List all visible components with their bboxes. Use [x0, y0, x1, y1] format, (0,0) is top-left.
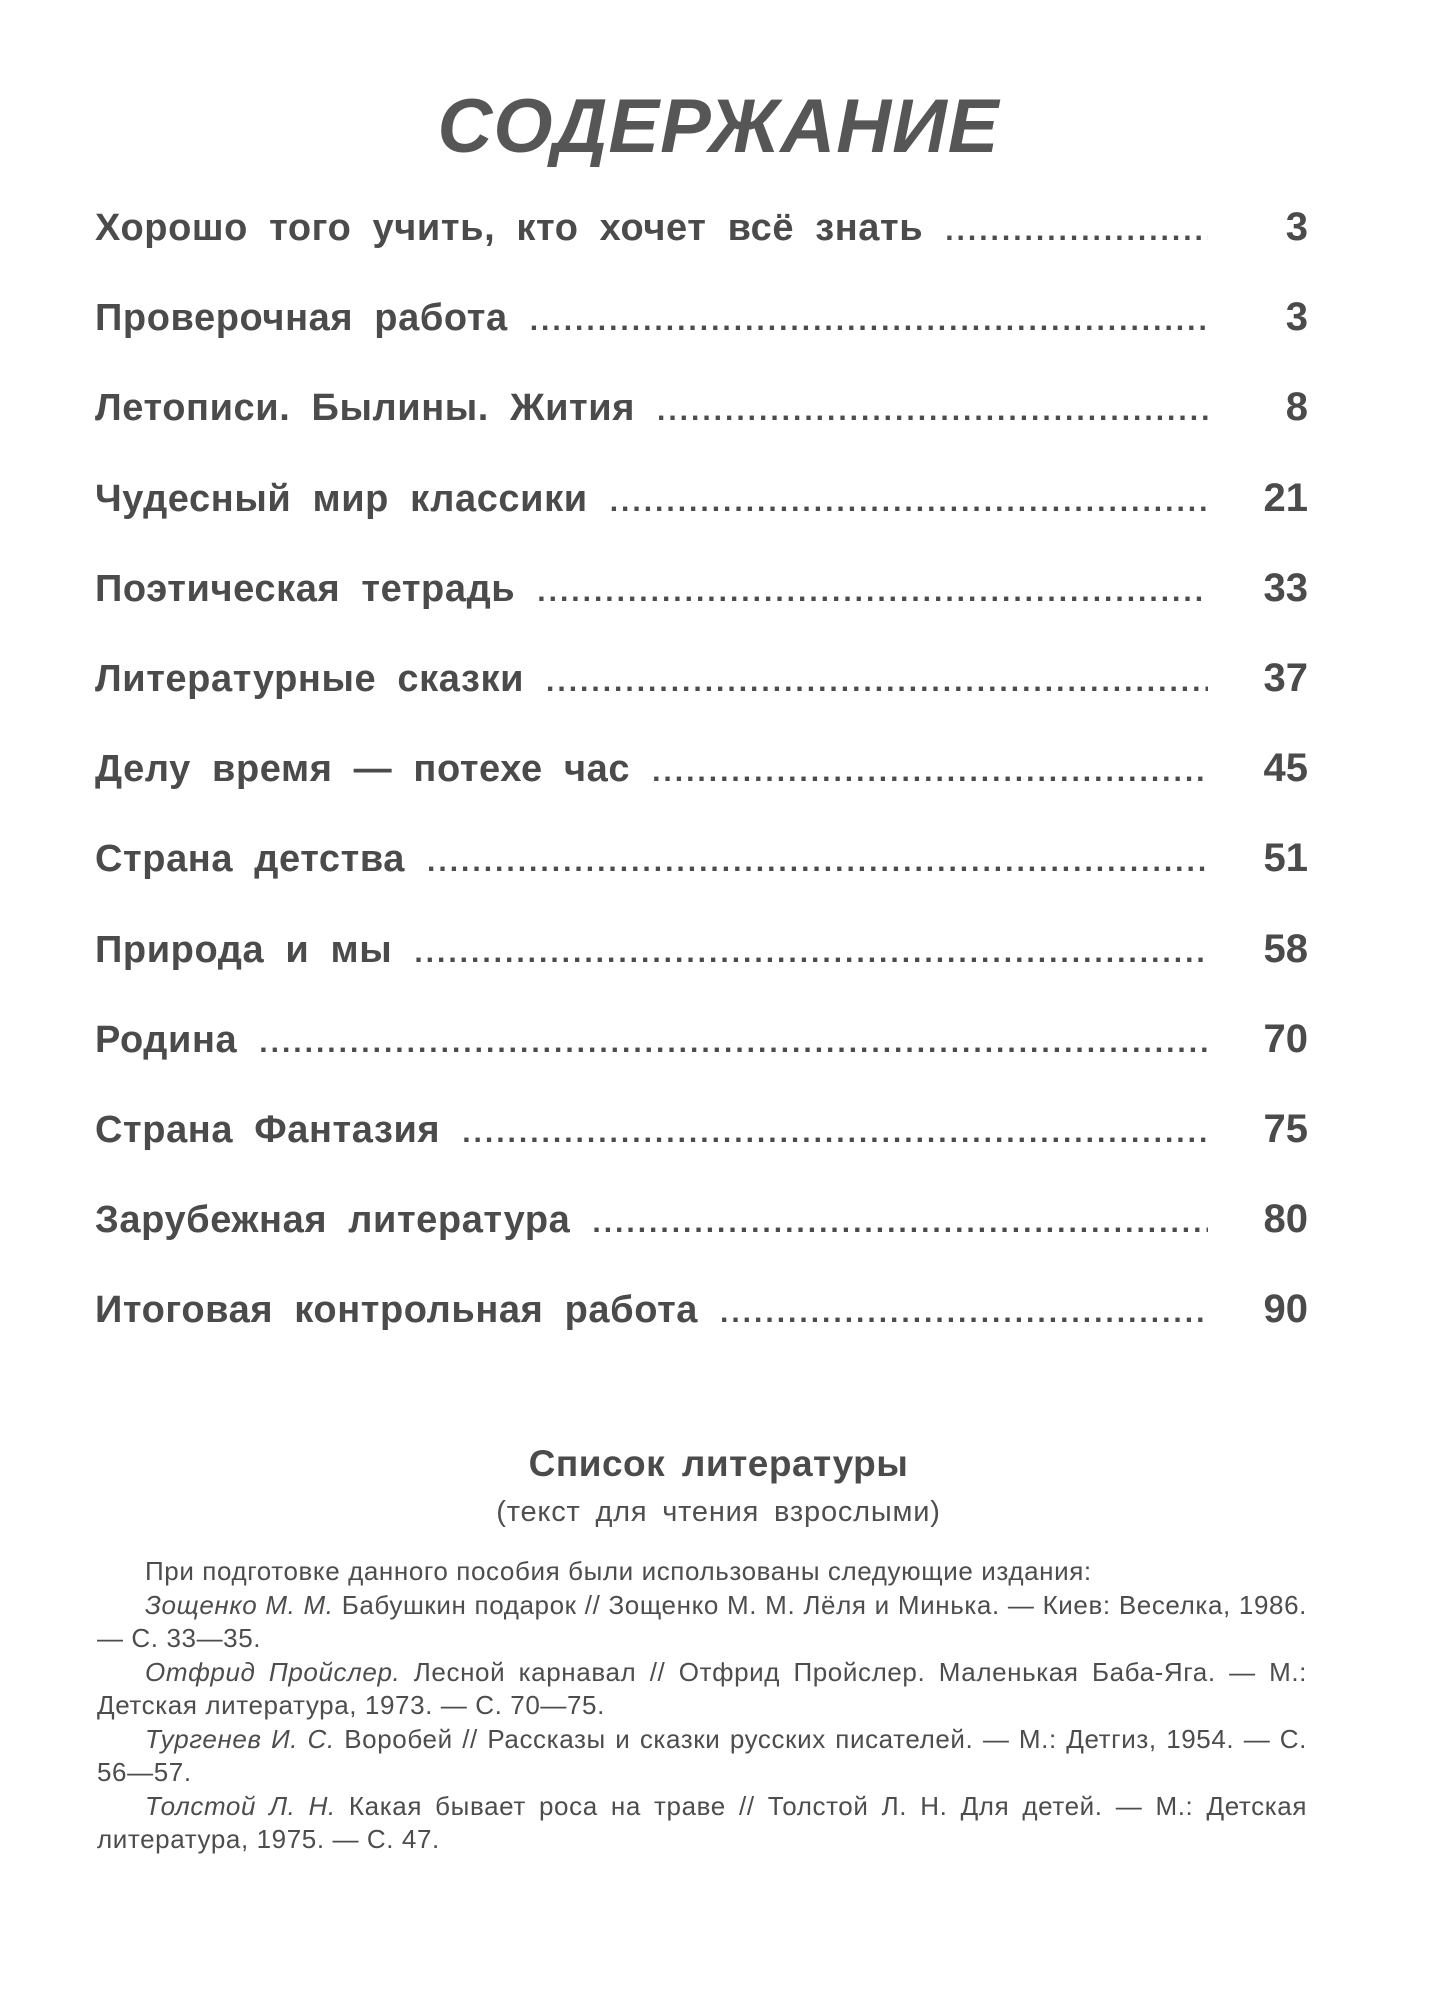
toc-entry-page: 33	[1263, 565, 1308, 610]
toc-entry[interactable]	[95, 1017, 1308, 1107]
toc-leader-dots	[652, 755, 1208, 789]
toc-entry-title: Природа и мы	[95, 928, 393, 971]
toc-leader-dots	[530, 304, 1208, 338]
toc-entry[interactable]	[95, 385, 1308, 475]
toc-leader-dots	[720, 1296, 1208, 1330]
toc-entry-title: Поэтическая тетрадь	[95, 567, 516, 610]
toc-entry-title: Летописи. Былины. Жития	[95, 387, 635, 430]
bibliography-author: Отфрид Пройслер.	[145, 1656, 401, 1687]
toc-entry[interactable]	[95, 566, 1308, 656]
toc-entry-page: 3	[1285, 205, 1308, 249]
toc-entry-title: Итоговая контрольная работа	[95, 1289, 699, 1332]
toc-entry[interactable]	[95, 1287, 1308, 1377]
toc-entry-page: 37	[1263, 655, 1308, 700]
bibliography-author: Тургенев И. С.	[145, 1723, 335, 1754]
bibliography-intro: При подготовке данного пособия были использованы следующие издания:	[145, 1556, 1092, 1586]
bibliography-text: Лесной карнавал // Отфрид Пройслер. Маленькая Баба-Яга. — М.: Детская литература, 1973. — С. 70—75.	[97, 1656, 1307, 1720]
toc-entry[interactable]	[95, 836, 1308, 926]
toc-leader-dots	[546, 665, 1208, 699]
toc-entry-title: Зарубежная литература	[95, 1199, 571, 1242]
toc-entry-title: Страна детства	[95, 838, 406, 881]
bibliography-entry	[97, 1589, 1307, 1656]
toc-entry[interactable]	[95, 295, 1308, 385]
bibliography-text: Какая бывает роса на траве // Толстой Л. Н. Для детей. — М.: Детская литература, 1975. — С. 47.	[97, 1790, 1308, 1854]
toc-entry-page: 75	[1263, 1106, 1308, 1151]
toc-entry-page: 8	[1285, 385, 1308, 430]
toc-entry-title: Делу время — потехе час	[95, 748, 631, 791]
toc-entry-page: 80	[1263, 1197, 1308, 1242]
toc-entry[interactable]	[95, 205, 1308, 295]
toc-entry-page: 90	[1263, 1287, 1308, 1332]
bibliography-author: Толстой Л. Н.	[145, 1790, 336, 1821]
toc-leader-dots	[537, 575, 1208, 609]
toc-entry-title: Чудесный мир классики	[95, 477, 588, 520]
bibliography-text: Воробей // Рассказы и сказки русских писателей. — М.: Детгиз, 1954. — С. 56—57.	[97, 1723, 1307, 1787]
toc-entry-page: 70	[1263, 1016, 1308, 1061]
toc-entry-title: Хорошо того учить, кто хочет всё знать	[95, 207, 924, 249]
toc-entry[interactable]	[95, 746, 1308, 836]
toc-entry-page: 51	[1263, 836, 1308, 881]
bibliography-entry	[97, 1723, 1307, 1790]
bibliography-text: Бабушкин подарок // Зощенко М. М. Лёля и Минька. — Киев: Веселка, 1986. — С. 33—35.	[97, 1589, 1307, 1653]
bibliography-title: Список литературы	[528, 1443, 909, 1484]
bibliography-entry	[97, 1656, 1307, 1723]
toc-entry-page: 3	[1285, 295, 1308, 340]
toc-entry[interactable]	[95, 927, 1308, 1017]
toc-entry-page: 45	[1263, 746, 1308, 791]
toc-entry-title: Литературные сказки	[95, 657, 525, 700]
bibliography-entry	[97, 1790, 1307, 1857]
toc-entry[interactable]	[95, 1107, 1308, 1197]
toc-leader-dots	[462, 1116, 1208, 1150]
toc-leader-dots	[945, 214, 1208, 248]
toc-leader-dots	[259, 1026, 1208, 1060]
bibliography-subtitle: (текст для чтения взрослыми)	[496, 1496, 941, 1528]
toc-entry-title: Родина	[95, 1018, 238, 1061]
toc-entry-page: 21	[1263, 475, 1308, 520]
toc-leader-dots	[657, 394, 1208, 428]
bibliography-list	[97, 1555, 1307, 1857]
toc-entry-title: Проверочная работа	[95, 297, 508, 340]
toc-entry-page: 58	[1263, 926, 1308, 971]
table-of-contents	[95, 205, 1308, 1377]
toc-leader-dots	[592, 1206, 1208, 1240]
toc-leader-dots	[414, 936, 1208, 970]
page-title: СОДЕРЖАНИЕ	[437, 84, 1000, 169]
toc-entry-title: Страна Фантазия	[95, 1108, 441, 1151]
toc-entry[interactable]	[95, 1197, 1308, 1287]
toc-entry[interactable]	[95, 476, 1308, 566]
bibliography-author: Зощенко М. М.	[145, 1589, 334, 1620]
toc-leader-dots	[427, 845, 1208, 879]
toc-leader-dots	[610, 485, 1208, 519]
toc-entry[interactable]	[95, 656, 1308, 746]
